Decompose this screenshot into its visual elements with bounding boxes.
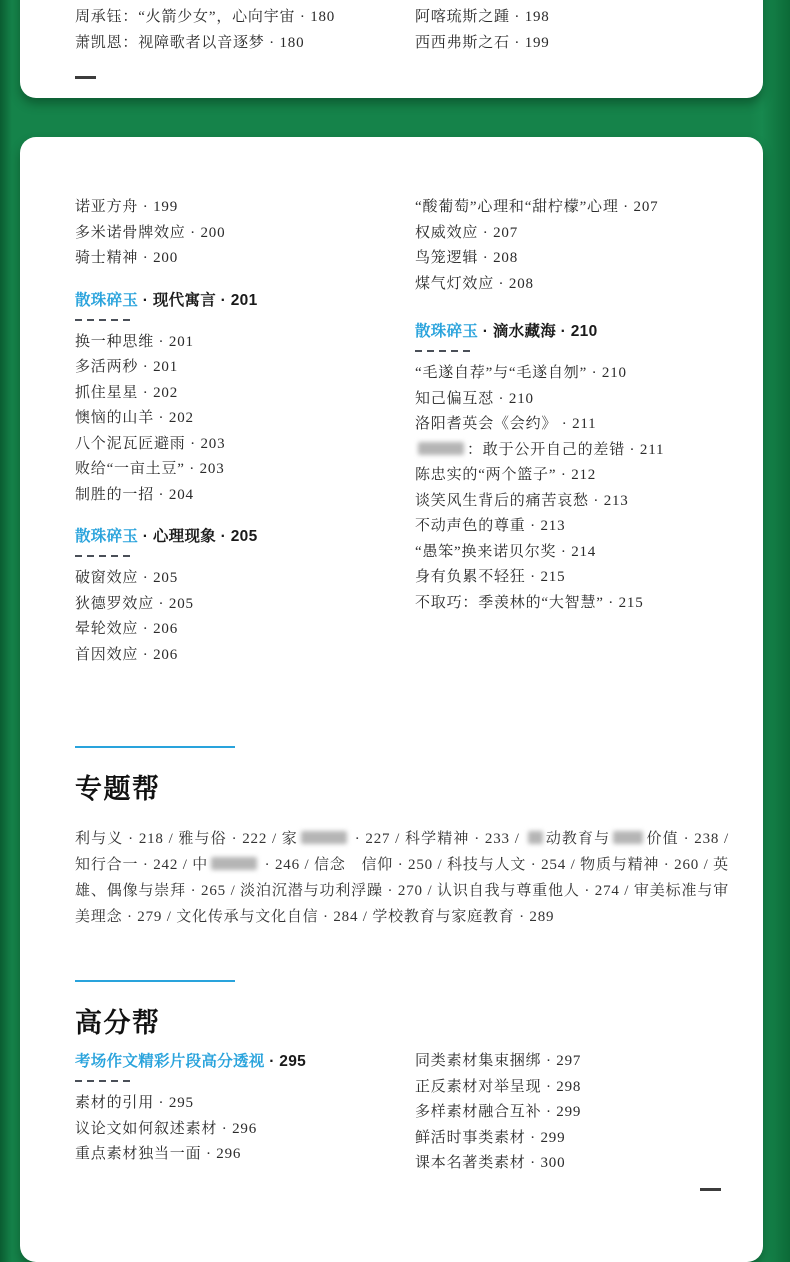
redacted-text [528,831,543,844]
toc-page-card-main [20,137,763,1262]
toc-item: 阿喀琉斯之踵 · 198 [415,9,550,25]
section-title: · 滴水藏海 · 210 [478,323,598,340]
page-fold-dash [75,76,96,79]
toc-item: 多活两秒 · 201 [75,359,178,375]
dashed-rule [75,319,133,321]
toc-item: 多样素材融合互补 · 299 [415,1104,582,1120]
toc-item: 重点素材独当一面 · 296 [75,1146,242,1162]
toc-item: 洛阳耆英会《会约》 · 211 [415,416,597,432]
dashed-rule [75,1080,133,1082]
section-psych-phenomena [75,527,258,668]
top-card-right-column [415,5,550,56]
section-title: · 现代寓言 · 201 [138,291,258,309]
toc-item: 陈忠实的“两个篮子” · 212 [415,467,597,483]
section-heading [415,322,664,342]
toc-item: 败给“一亩土豆” · 203 [75,461,225,477]
score-right-column [415,1049,581,1177]
toc-item: 同类素材集束捆绑 · 297 [415,1053,582,1069]
score-subsection-heading [75,1052,306,1072]
section-label: 散珠碎玉 [75,528,139,545]
topics-paragraph: 利与义 · 218 / 雅与俗 · 222 / 家 · 227 / 科学精神 · 233 / 动教育与 价值 · 238 / 知行合一 · 242 / 中 · 246 / 信念 信仰 · 250 / 科技与人文 · 254 / 物质与精神 · 260 / 英雄、偶像与崇拜 · 265 / 淡泊沉潜与功利浮躁 · 270 / 认识自我与尊重他人 · 274 / 审美标准与审美理念 · 279 / 文化传承与文化自信 · 284 / 学校教育与家庭教育 · 289 [75,831,729,925]
toc-item: 首因效应 · 206 [75,646,178,663]
main-left-column [75,195,258,668]
right-intro-items [415,195,664,297]
toc-item: 身有负累不轻狂 · 215 [415,569,566,585]
page-fold-dash [700,1188,721,1191]
score-left-items [75,1091,306,1168]
topics-heading: 专题帮 [75,774,161,804]
top-card-left-column [75,5,335,56]
dashed-rule [415,350,473,352]
toc-item: 煤气灯效应 · 208 [415,275,534,292]
redacted-text [613,831,643,844]
toc-item: 谈笑风生背后的痛苦哀愁 · 213 [415,492,629,509]
toc-item: 正反素材对举呈现 · 298 [415,1078,582,1095]
toc-item: 鲜活时事类素材 · 299 [415,1129,566,1146]
section-label: 散珠碎玉 [415,323,479,340]
section-modern-fables [75,291,258,509]
toc-item: 不动声色的尊重 · 213 [415,518,566,534]
toc-item: “毛遂自荐”与“毛遂自刎” · 210 [415,365,627,381]
score-left-column [75,1052,306,1168]
toc-item: 抓住星星 · 202 [75,384,178,401]
toc-item: 晕轮效应 · 206 [75,621,178,637]
toc-item: 骑士精神 · 200 [75,250,178,266]
toc-item: 西西弗斯之石 · 199 [415,34,550,51]
toc-item: 换一种思维 · 201 [75,333,194,350]
section-items [415,361,664,616]
toc-item: 懊恼的山羊 · 202 [75,410,194,426]
toc-item: 制胜的一招 · 204 [75,486,194,503]
redacted-text [211,857,257,870]
score-subsection-page: · 295 [264,1053,307,1070]
toc-item: 多米诺骨牌效应 · 200 [75,224,226,241]
redacted-text [301,831,347,844]
toc-item: “愚笨”换来诺贝尔奖 · 214 [415,543,597,560]
toc-item: 狄德罗效应 · 205 [75,595,194,612]
toc-page-card-top [20,0,763,98]
blue-divider [75,746,235,748]
score-subsection-label: 考场作文精彩片段高分透视 [75,1053,265,1070]
toc-item: 鸟笼逻辑 · 208 [415,250,518,266]
left-intro-items [75,195,258,272]
toc-item: 周承钰：“火箭少女”，心向宇宙 · 180 [75,9,336,25]
main-right-column [415,195,664,616]
toc-item: ：敢于公开自己的差错 · 211 [415,438,664,464]
toc-item: “酸葡萄”心理和“甜柠檬”心理 · 207 [415,199,659,215]
section-heading [75,527,258,547]
section-items [75,566,258,668]
dashed-rule [75,555,133,557]
redacted-text [418,442,464,455]
toc-item: 八个泥瓦匠避雨 · 203 [75,435,226,452]
toc-item: 破窗效应 · 205 [75,570,178,586]
section-title: · 心理现象 · 205 [138,528,258,545]
score-heading: 高分帮 [75,1008,161,1038]
toc-item: 议论文如何叙述素材 · 296 [75,1120,257,1137]
section-heading [75,291,258,311]
section-label: 散珠碎玉 [75,291,139,309]
section-items [75,330,258,509]
toc-item: 诺亚方舟 · 199 [75,199,178,215]
toc-item: 知己偏互怼 · 210 [415,390,534,407]
toc-item: 不取巧：季羡林的“大智慧” · 215 [415,594,644,611]
section-drops-of-wisdom [415,322,664,616]
toc-item: 权威效应 · 207 [415,224,518,241]
toc-item: 萧凯恩：视障歌者以音逐梦 · 180 [75,34,305,51]
toc-item: 课本名著类素材 · 300 [415,1155,566,1171]
toc-item: 素材的引用 · 295 [75,1095,194,1111]
blue-divider [75,980,235,982]
